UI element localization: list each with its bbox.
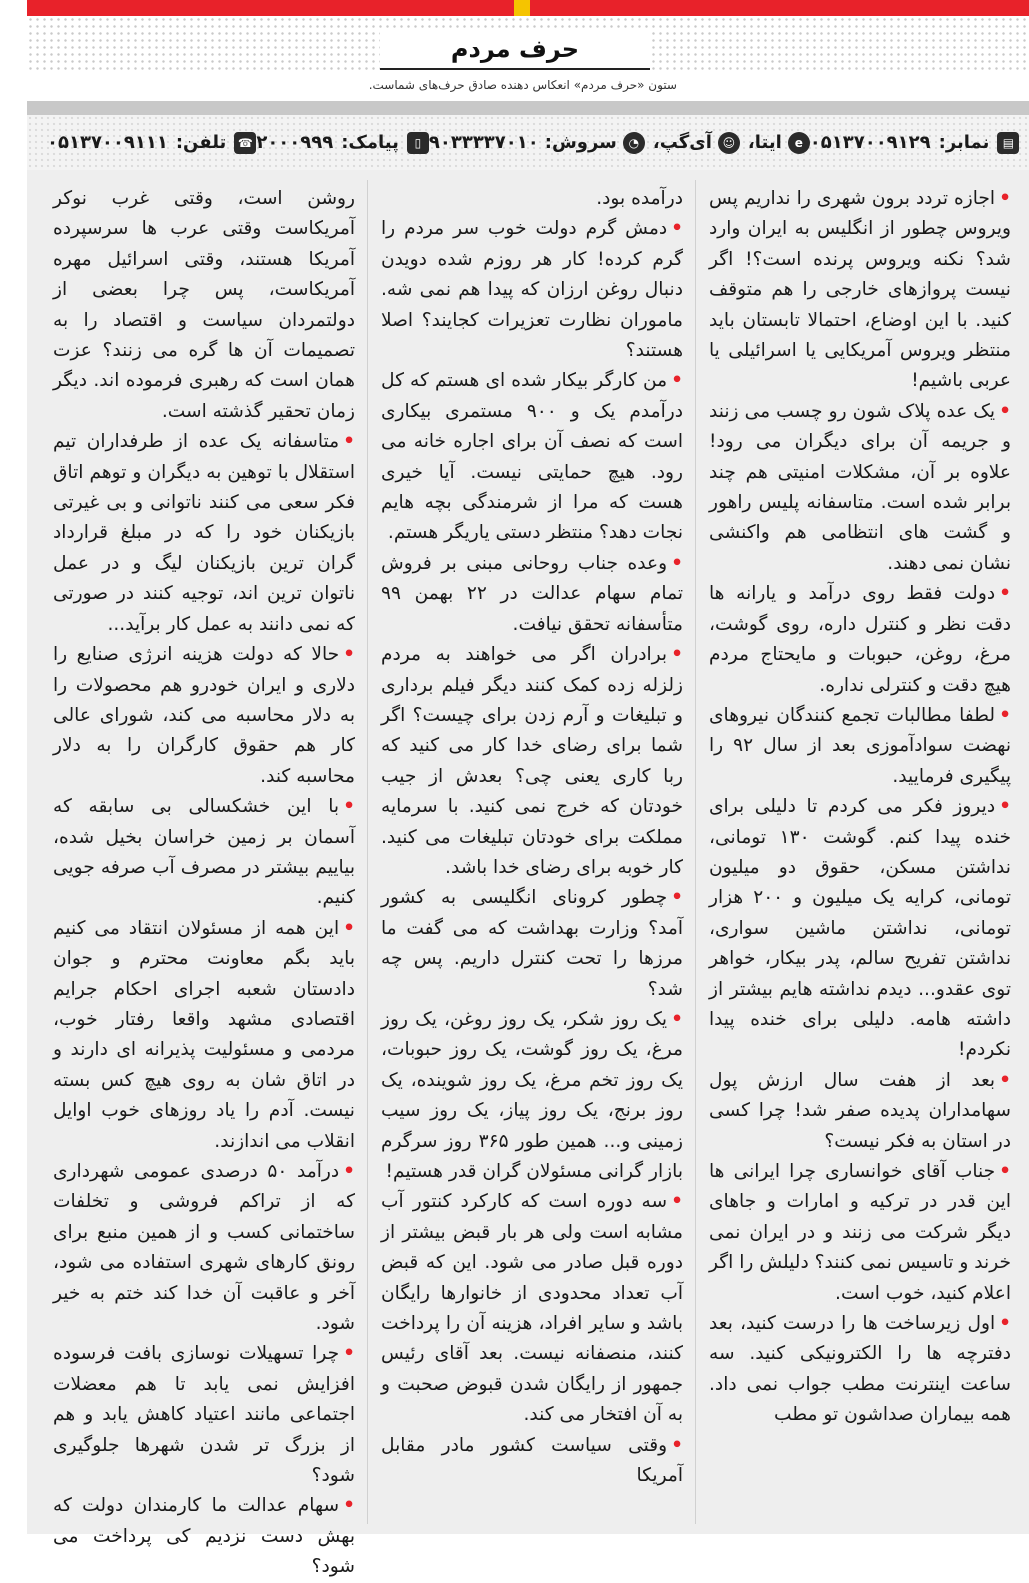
contact-eitaa-label: ایتا، [747, 132, 782, 153]
paragraph-text: این همه از مسئولان انتقاد می کنیم باید بگم معاونت محترم و جوان دادستان شعبه اجرای احکام جرایم اقتصادی مشهد واقعا رفتار خوب، مردمی و مسئولیت پذیرانه ای دارند و در اتاق شان به روی هیچ کس بسته نیست. آدم را یاد روزهای خوب اوایل انقلاب می اندازند. [53, 917, 355, 1152]
igap-icon: ☺ [718, 132, 740, 154]
paragraph [381, 1187, 683, 1430]
paragraph-text: حالا که دولت هزینه انرژی صنایع را دلاری و ایران خودرو هم محصولات را به دلار محاسبه می کند، شورای عالی کار هم حقوق کارگران را به دلار محاسبه کند. [53, 644, 355, 787]
paragraph [381, 366, 683, 548]
column-left [53, 184, 356, 1578]
paragraph [381, 640, 683, 883]
paragraph-text: چرا تسهیلات نوسازی بافت فرسوده افزایش نمی یابد تا هم معضلات اجتماعی مانند اعتیاد کاهش یابد و هم از بزرگ تر شدن شهرها جلوگیری شود؟ [53, 1343, 355, 1487]
paragraph [709, 1309, 1011, 1431]
bullet-dot: • [999, 188, 1011, 209]
bullet-dot: • [343, 1161, 356, 1182]
bullet-dot: • [999, 583, 1011, 605]
eitaa-icon: e [788, 132, 810, 154]
contact-messengers [429, 132, 810, 154]
paragraph-text: روشن است، وقتی غرب نوکر آمریکاست وقتی عرب ها سرسپرده آمریکا هستند، وقتی اسرائیل مهره آمریکاست، پس چرا بعضی از دولتمردان سیاست و اقتصاد را به تصمیمات آن ها گره می زنند؟ عزت همان است که رهبری فرموده اند. دیگر زمان تحقیر گذشته است. [53, 188, 355, 422]
bullet-dot: • [671, 1008, 683, 1030]
paragraph [381, 214, 683, 366]
column-divider [695, 180, 696, 1524]
paragraph [53, 914, 355, 1157]
bullet-dot: • [343, 644, 355, 666]
paragraph-text: دولت فقط روی درآمد و یارانه ها دقت نظر و کنترل داره، روی گوشت، مرغ، روغن، حبوبات و مایحتاج مردم هیچ دقت و کنترلی نداره. [709, 583, 1011, 696]
bullet-dot: • [343, 796, 355, 818]
column-middle [381, 184, 683, 1524]
contact-soroush-label: سروش: [544, 132, 617, 153]
bullet-dot: • [999, 1069, 1011, 1091]
contact-phone [47, 132, 256, 154]
bullet-dot: • [999, 400, 1011, 422]
page-subtitle: ستون «حرف مردم» انعکاس دهنده صادق حرف‌های شماست. [368, 78, 677, 92]
contact-soroush-value[interactable]: ۹۰۳۳۳۳۷۰۱۰ [428, 132, 539, 153]
contact-sms-value[interactable]: ۲۰۰۰۹۹۹ [256, 132, 334, 153]
paragraph-text: چطور کرونای انگلیسی به کشور آمد؟ وزارت بهداشت که می گفت ما مرزها را تحت کنترل داریم. پس چه شد؟ [381, 887, 683, 1000]
paragraph [53, 792, 355, 914]
paragraph [381, 1431, 683, 1492]
contact-bar [27, 115, 1029, 170]
paragraph-text: وقتی سیاست کشور مادر مقابل آمریکا [381, 1434, 683, 1487]
paragraph-text: اجازه تردد برون شهری را نداریم پس ویروس چطور از انگلیس به ایران وارد شد؟ نکنه ویروس پرنده است؟! اگر نیست پروازهای خارجی را هم متوقف کنید. با این اوضاع، احتمالا تابستان باید منتظر ویروس آمریکایی یا اسرائیلی یا عربی باشیم! [709, 188, 1011, 392]
bullet-dot: • [671, 552, 683, 574]
bullet-dot: • [671, 1434, 683, 1456]
bullet-dot: • [343, 1495, 355, 1517]
paragraph-text: اول زیرساخت ها را درست کنید، بعد دفترچه ها را الکترونیکی کنید. سه ساعت اینترنت مطب جواب نمی داد. همه بیماران صداشون تو مطب [709, 1313, 1011, 1426]
paragraph-text: دیروز فکر می کردم تا دلیلی برای خنده پیدا کنم. گوشت ۱۳۰ تومانی، نداشتن مسکن، حقوق دو میلیون تومانی، کرایه یک میلیون و ۲۰۰ هزار تومانی، نداشتن ماشین سواری، نداشتن تفریح سالم، پدر بیکار، خواهر توی عقدو... دیدم نداشته هایم بیشتر از داشته هامه. دلیلی برای خنده پیدا نکردم! [709, 796, 1011, 1061]
paragraph [709, 1066, 1011, 1157]
soroush-icon: ◔ [623, 132, 645, 154]
paragraph-text: جناب آقای خوانساری چرا ایرانی ها این قدر در ترکیه و امارات و جاهای دیگر شرکت می زنند و در ایران نمی خرند و تاسیس نمی کنند؟ دلیلش را اگر اعلام کنید، خوب است. [709, 1161, 1011, 1304]
paragraph [381, 883, 683, 1005]
bullet-dot: • [671, 1191, 683, 1213]
paragraph [53, 1157, 355, 1339]
paragraph [381, 549, 683, 640]
paragraph-text: لطفا مطالبات تجمع کنندگان نیروهای نهضت سوادآموزی بعد از سال ۹۲ را پیگیری فرمایید. [709, 704, 1011, 787]
contact-eitaa[interactable] [748, 132, 810, 154]
paragraph [53, 184, 355, 427]
paragraph-text: برادران اگر می خواهند به مردم زلزله زده کمک کنند دیگر فیلم برداری و تبلیغات و آرم زدن برای چیست؟ اگر شما برای رضای خدا کار می کنید که ربا کاری یعنی چی؟ بعدش از جیب خودتان که خرج نمی کنید. با سرمایه مملکت برای خودتان تبلیغات می کنید. کار خوبه برای رضای خدا باشد. [381, 644, 683, 878]
contact-soroush[interactable] [429, 132, 645, 154]
contact-fax-label: نمابر: [938, 132, 990, 153]
contact-phone-label: تلفن: [175, 132, 227, 153]
paragraph-text: یک روز شکر، یک روز روغن، یک روز مرغ، یک روز گوشت، یک روز حبوبات، یک روز تخم مرغ، یک روز شوینده، یک روز برنج، یک روز پیاز، یک روز سیب زمینی و... همین طور ۳۶۵ روز سرگرم بازار گرانی مسئولان گران قدر هستیم! [381, 1008, 683, 1182]
contact-phone-value[interactable]: ۰۵۱۳۷۰۰۹۱۱۱ [47, 132, 168, 153]
bullet-dot: • [999, 1313, 1011, 1335]
paragraph [381, 1005, 683, 1187]
paragraph-text: سهام عدالت ما کارمندان دولت که بهش دست نزدیم کی پرداخت می شود؟ [53, 1495, 355, 1578]
paragraph-text: متاسفانه یک عده از طرفداران تیم استقلال با توهین به دیگران و توهم اتاق فکر سعی می کنند ناتوانی و بی غیرتی بازیکنان خود را که در مبلغ قرارداد گران ترین بازیکنان لیگ و در عمل ناتوان ترین اند، توجیه کنند در صورتی که نمی دانند به عمل کار برآید... [53, 431, 355, 635]
bullet-dot: • [343, 1343, 355, 1365]
paragraph-text: درآمد ۵۰ درصدی عمومی شهرداری که از تراکم فروشی و تخلفات ساختمانی کسب و از همین منبع برای رونق کارهای شهری استفاده می شود، آخر و عاقبت آن خدا کند ختم به خیر شود. [53, 1161, 355, 1335]
paragraph [709, 184, 1011, 397]
paragraph [53, 1339, 355, 1491]
title-underline [380, 68, 650, 70]
paragraph-text: درآمده بود. [596, 188, 683, 209]
paragraph-text: سه دوره است که کارکرد کنتور آب مشابه است ولی هر بار قبض بیشتر از دوره قبل صادر می شود. این که قبض آب تعداد محدودی از خانوارها رایگان باشد و سایر افراد، هزینه آن را پرداخت کنند، منصفانه نیست. بعد آقای رئیس جمهور از رایگان شدن قبوض صحبت و به آن افتخار می کند. [381, 1191, 683, 1426]
paragraph-text: با این خشکسالی بی سابقه که آسمان بر زمین خراسان بخیل شده، بیاییم بیشتر در مصرف آب صرفه جویی کنیم. [53, 796, 355, 909]
bullet-dot: • [671, 887, 683, 909]
paragraph-text: یک عده پلاک شون رو چسب می زنند و جریمه آن برای دیگران می رود! علاوه بر آن، مشکلات امنیتی هم چند برابر شده است. متاسفانه پلیس راهور و گشت های انتظامی هم واکنشی نشان نمی دهند. [709, 400, 1011, 574]
paragraph [709, 701, 1011, 792]
paragraph-text: بعد از هفت سال ارزش پول سهامداران پدیده صفر شد! چرا کسی در استان به فکر نیست؟ [709, 1069, 1011, 1152]
paragraph-text: وعده جناب روحانی مبنی بر فروش تمام سهام عدالت در ۲۲ بهمن ۹۹ متأسفانه تحقق نیافت. [381, 552, 683, 635]
paragraph [709, 792, 1011, 1066]
bullet-dot: • [999, 796, 1011, 818]
contact-sms-label: پیامک: [341, 132, 399, 153]
page-title: حرف مردم [450, 35, 580, 63]
fax-icon: ▤ [997, 132, 1019, 154]
bullet-dot: • [343, 431, 355, 453]
column-right [709, 184, 1011, 1524]
paragraph [709, 1157, 1011, 1309]
bullet-dot: • [671, 218, 683, 240]
bullet-dot: • [671, 370, 683, 392]
contact-sms [256, 132, 429, 154]
contact-fax [810, 132, 1020, 154]
phone-icon: ☎ [234, 132, 256, 154]
contact-fax-value[interactable]: ۰۵۱۳۷۰۰۹۱۲۹ [809, 132, 931, 153]
bullet-dot: • [343, 917, 355, 939]
paragraph [709, 579, 1011, 701]
bullet-dot: • [999, 1161, 1011, 1182]
paragraph [709, 397, 1011, 579]
paragraph [53, 427, 355, 640]
columns-area [27, 170, 1029, 1578]
paragraph-text: دمش گرم دولت خوب سر مردم را گرم کرده! کار هر روزم شده دویدن دنبال روغن ارزان که پیدا هم نمی شه. ماموران نظارت تعزیرات کجایند؟ اصلا هستند؟ [381, 218, 683, 362]
mobile-icon: ▯ [407, 132, 429, 154]
paragraph-text: من کارگر بیکار شده ای هستم که کل درآمدم یک و ۹۰۰ مستمری بیکاری است که نصف آن برای اجاره خانه می رود. هیچ حمایتی نیست. آیا خیری هست که مرا از شرمندگی بچه هایم نجات دهد؟ منتظر دستی یاریگر هستم. [381, 370, 683, 544]
column-divider [367, 180, 368, 1524]
paragraph [381, 184, 683, 214]
bullet-dot: • [671, 644, 683, 666]
paragraph [53, 640, 355, 792]
contact-igap-label: آی‌گپ، [652, 132, 712, 153]
paragraph [53, 1491, 355, 1582]
separator-bar [27, 101, 1029, 115]
contact-igap[interactable] [653, 132, 740, 154]
bullet-dot: • [999, 704, 1011, 726]
